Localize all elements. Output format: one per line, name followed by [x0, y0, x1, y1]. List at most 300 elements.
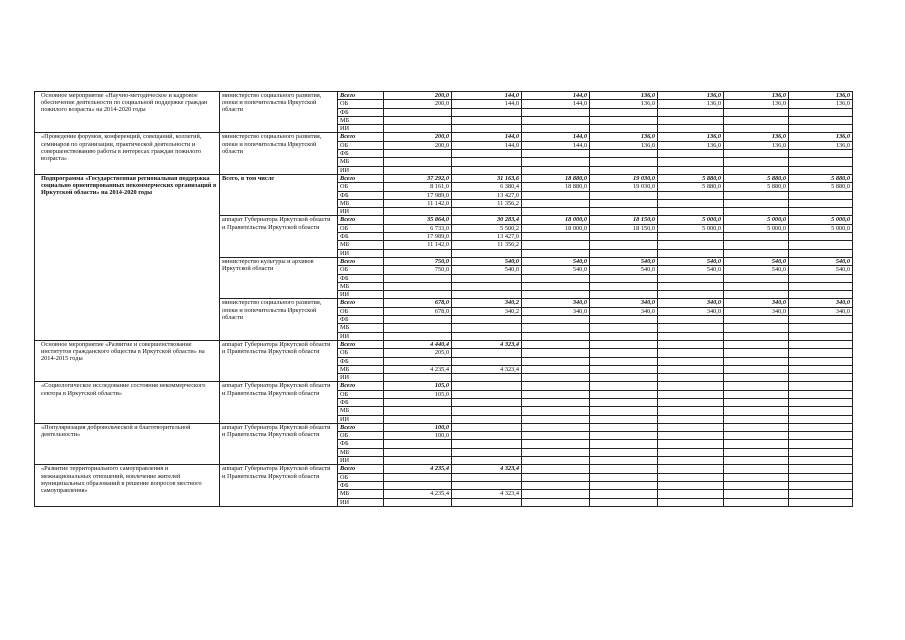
- amount-cell: [789, 316, 853, 324]
- amount-cell: [724, 199, 789, 207]
- funding-source-cell: ФБ: [338, 274, 384, 282]
- amount-cell: 18 880,0: [522, 174, 590, 182]
- amount-cell: 18 000,0: [522, 224, 590, 232]
- amount-cell: [789, 481, 853, 489]
- amount-cell: 540,0: [658, 257, 724, 265]
- executor-cell: аппарат Губернатора Иркутской области и Правительства Иркутской области: [220, 423, 338, 464]
- funding-source-cell: Всего: [338, 340, 384, 348]
- amount-cell: 340,0: [789, 299, 853, 307]
- amount-cell: [658, 340, 724, 348]
- amount-cell: [522, 365, 590, 373]
- funding-source-cell: ФБ: [338, 481, 384, 489]
- amount-cell: 540,0: [590, 266, 658, 274]
- amount-cell: 5 880,0: [658, 174, 724, 182]
- amount-cell: [452, 457, 522, 465]
- funding-source-cell: ИИ: [338, 332, 384, 340]
- amount-cell: 5 000,0: [658, 216, 724, 224]
- amount-cell: [452, 324, 522, 332]
- amount-cell: [384, 473, 452, 481]
- amount-cell: [724, 432, 789, 440]
- amount-cell: [522, 432, 590, 440]
- amount-cell: [590, 382, 658, 390]
- funding-source-cell: ФБ: [338, 398, 384, 406]
- amount-cell: [452, 332, 522, 340]
- amount-cell: 144,0: [522, 133, 590, 141]
- amount-cell: [724, 125, 789, 133]
- amount-cell: [724, 208, 789, 216]
- amount-cell: 35 864,0: [384, 216, 452, 224]
- amount-cell: [724, 423, 789, 431]
- amount-cell: [724, 241, 789, 249]
- amount-cell: [658, 349, 724, 357]
- amount-cell: [724, 457, 789, 465]
- amount-cell: [522, 282, 590, 290]
- funding-source-cell: Всего: [338, 299, 384, 307]
- amount-cell: [789, 199, 853, 207]
- amount-cell: [724, 282, 789, 290]
- amount-cell: 136,0: [658, 92, 724, 100]
- funding-source-cell: МБ: [338, 407, 384, 415]
- amount-cell: [658, 199, 724, 207]
- budget-table: [34, 91, 853, 507]
- amount-cell: [724, 274, 789, 282]
- funding-source-cell: Всего: [338, 465, 384, 473]
- amount-cell: [789, 390, 853, 398]
- funding-source-cell: ФБ: [338, 108, 384, 116]
- amount-cell: [789, 191, 853, 199]
- amount-cell: [590, 374, 658, 382]
- amount-cell: [724, 349, 789, 357]
- amount-cell: 136,0: [658, 100, 724, 108]
- amount-cell: [522, 390, 590, 398]
- funding-source-cell: ОБ: [338, 349, 384, 357]
- amount-cell: [452, 423, 522, 431]
- amount-cell: [658, 407, 724, 415]
- amount-cell: [522, 457, 590, 465]
- funding-source-cell: МБ: [338, 116, 384, 124]
- executor-cell: министерство социального развития, опеки и попечительства Иркутской области: [220, 133, 338, 174]
- amount-cell: [590, 490, 658, 498]
- amount-cell: [452, 282, 522, 290]
- amount-cell: 4 235,4: [384, 465, 452, 473]
- funding-source-cell: МБ: [338, 158, 384, 166]
- amount-cell: [724, 332, 789, 340]
- amount-cell: [384, 457, 452, 465]
- amount-cell: [590, 349, 658, 357]
- amount-cell: 5 880,0: [789, 174, 853, 182]
- amount-cell: [724, 473, 789, 481]
- amount-cell: [724, 382, 789, 390]
- amount-cell: [724, 365, 789, 373]
- amount-cell: 205,0: [384, 349, 452, 357]
- amount-cell: [658, 473, 724, 481]
- amount-cell: [658, 457, 724, 465]
- amount-cell: 340,0: [658, 307, 724, 315]
- amount-cell: [384, 166, 452, 174]
- amount-cell: 5 880,0: [658, 183, 724, 191]
- amount-cell: [590, 191, 658, 199]
- amount-cell: [724, 407, 789, 415]
- amount-cell: [658, 116, 724, 124]
- amount-cell: 136,0: [789, 133, 853, 141]
- amount-cell: [384, 116, 452, 124]
- amount-cell: 136,0: [724, 92, 789, 100]
- funding-source-cell: ОБ: [338, 432, 384, 440]
- amount-cell: [384, 249, 452, 257]
- amount-cell: 136,0: [789, 92, 853, 100]
- amount-cell: 540,0: [789, 257, 853, 265]
- amount-cell: [724, 498, 789, 506]
- amount-cell: 340,0: [522, 307, 590, 315]
- amount-cell: [590, 340, 658, 348]
- amount-cell: [658, 324, 724, 332]
- amount-cell: [658, 365, 724, 373]
- amount-cell: [789, 498, 853, 506]
- amount-cell: [658, 208, 724, 216]
- amount-cell: 5 000,0: [789, 216, 853, 224]
- funding-source-cell: ИИ: [338, 498, 384, 506]
- amount-cell: [452, 382, 522, 390]
- amount-cell: [658, 282, 724, 290]
- amount-cell: 11 142,0: [384, 199, 452, 207]
- amount-cell: 31 163,6: [452, 174, 522, 182]
- amount-cell: [522, 481, 590, 489]
- amount-cell: [452, 481, 522, 489]
- amount-cell: [590, 332, 658, 340]
- amount-cell: [658, 125, 724, 133]
- amount-cell: 340,0: [590, 307, 658, 315]
- budget-table-body: [35, 92, 853, 507]
- program-name-cell: Основное мероприятие «Научно-методическое и кадровое обеспечение деятельности по социальной поддержке граждан пожилого возраста» на 2014-2020 годы: [35, 92, 220, 133]
- amount-cell: [522, 374, 590, 382]
- program-name-cell: «Проведение форумов, конференций, совещаний, коллегий, семинаров по организации, практической деятельности и совершенствованию работы в интересах граждан пожилого возраста»: [35, 133, 220, 174]
- amount-cell: [658, 108, 724, 116]
- amount-cell: [789, 374, 853, 382]
- amount-cell: 540,0: [724, 257, 789, 265]
- amount-cell: 136,0: [590, 100, 658, 108]
- amount-cell: 4 323,4: [452, 465, 522, 473]
- amount-cell: 11 142,0: [384, 241, 452, 249]
- amount-cell: [590, 432, 658, 440]
- amount-cell: [724, 150, 789, 158]
- amount-cell: 19 030,0: [590, 174, 658, 182]
- budget-table-page: [34, 91, 852, 507]
- amount-cell: [384, 440, 452, 448]
- amount-cell: 17 989,0: [384, 233, 452, 241]
- funding-source-cell: Всего: [338, 382, 384, 390]
- amount-cell: [384, 415, 452, 423]
- amount-cell: 19 030,0: [590, 183, 658, 191]
- funding-source-cell: ИИ: [338, 291, 384, 299]
- funding-source-cell: МБ: [338, 490, 384, 498]
- amount-cell: [590, 390, 658, 398]
- amount-cell: [590, 158, 658, 166]
- amount-cell: [658, 382, 724, 390]
- amount-cell: [522, 349, 590, 357]
- amount-cell: [384, 374, 452, 382]
- amount-cell: [452, 274, 522, 282]
- funding-source-cell: ФБ: [338, 440, 384, 448]
- amount-cell: 18 150,0: [590, 216, 658, 224]
- funding-source-cell: МБ: [338, 324, 384, 332]
- amount-cell: [724, 291, 789, 299]
- amount-cell: [590, 473, 658, 481]
- amount-cell: 540,0: [789, 266, 853, 274]
- amount-cell: [789, 282, 853, 290]
- amount-cell: [724, 108, 789, 116]
- amount-cell: [522, 233, 590, 241]
- amount-cell: [522, 490, 590, 498]
- amount-cell: [452, 357, 522, 365]
- amount-cell: [658, 440, 724, 448]
- amount-cell: [724, 249, 789, 257]
- amount-cell: [658, 158, 724, 166]
- amount-cell: [658, 316, 724, 324]
- amount-cell: [522, 199, 590, 207]
- amount-cell: [590, 150, 658, 158]
- amount-cell: [384, 158, 452, 166]
- amount-cell: [724, 316, 789, 324]
- funding-source-cell: ОБ: [338, 183, 384, 191]
- funding-source-cell: ФБ: [338, 316, 384, 324]
- amount-cell: [452, 125, 522, 133]
- funding-source-cell: ИИ: [338, 125, 384, 133]
- amount-cell: 5 000,0: [789, 224, 853, 232]
- amount-cell: [789, 448, 853, 456]
- executor-cell: министерство культуры и архивов Иркутской области: [220, 257, 338, 298]
- amount-cell: [658, 490, 724, 498]
- amount-cell: [384, 150, 452, 158]
- amount-cell: [590, 249, 658, 257]
- amount-cell: [724, 415, 789, 423]
- amount-cell: [590, 208, 658, 216]
- amount-cell: [658, 390, 724, 398]
- amount-cell: [658, 233, 724, 241]
- amount-cell: [522, 274, 590, 282]
- amount-cell: [658, 332, 724, 340]
- funding-source-cell: ОБ: [338, 390, 384, 398]
- amount-cell: 100,0: [384, 423, 452, 431]
- program-name-cell: Подпрограмма «Государственная региональная поддержка социально ориентированных некоммерческих организаций в Иркутской области» на 2014-2020 годы: [35, 174, 220, 340]
- amount-cell: [658, 432, 724, 440]
- funding-source-cell: ОБ: [338, 266, 384, 274]
- amount-cell: [724, 191, 789, 199]
- amount-cell: [590, 465, 658, 473]
- amount-cell: [522, 166, 590, 174]
- amount-cell: [522, 316, 590, 324]
- amount-cell: [724, 448, 789, 456]
- amount-cell: 144,0: [452, 92, 522, 100]
- amount-cell: [658, 191, 724, 199]
- amount-cell: [658, 481, 724, 489]
- amount-cell: 6 380,4: [452, 183, 522, 191]
- table-row: [35, 423, 853, 431]
- amount-cell: 4 235,4: [384, 490, 452, 498]
- amount-cell: [724, 398, 789, 406]
- amount-cell: 5 500,2: [452, 224, 522, 232]
- amount-cell: [590, 282, 658, 290]
- amount-cell: 340,0: [590, 299, 658, 307]
- amount-cell: [522, 208, 590, 216]
- amount-cell: 540,0: [452, 266, 522, 274]
- amount-cell: [522, 398, 590, 406]
- funding-source-cell: МБ: [338, 282, 384, 290]
- amount-cell: 136,0: [724, 133, 789, 141]
- amount-cell: 136,0: [590, 133, 658, 141]
- amount-cell: [522, 158, 590, 166]
- executor-cell: министерство социального развития, опеки и попечительства Иркутской области: [220, 92, 338, 133]
- amount-cell: 136,0: [590, 92, 658, 100]
- amount-cell: [724, 158, 789, 166]
- amount-cell: [384, 481, 452, 489]
- amount-cell: 540,0: [452, 257, 522, 265]
- amount-cell: [522, 382, 590, 390]
- amount-cell: 144,0: [522, 92, 590, 100]
- amount-cell: [590, 407, 658, 415]
- amount-cell: [789, 382, 853, 390]
- amount-cell: 144,0: [452, 133, 522, 141]
- amount-cell: [522, 423, 590, 431]
- amount-cell: [384, 498, 452, 506]
- amount-cell: 4 235,4: [384, 365, 452, 373]
- amount-cell: [590, 357, 658, 365]
- amount-cell: [590, 481, 658, 489]
- amount-cell: [522, 150, 590, 158]
- amount-cell: 13 427,0: [452, 191, 522, 199]
- amount-cell: 136,0: [724, 141, 789, 149]
- amount-cell: [724, 166, 789, 174]
- amount-cell: [452, 349, 522, 357]
- amount-cell: 136,0: [658, 133, 724, 141]
- amount-cell: [522, 415, 590, 423]
- amount-cell: [452, 108, 522, 116]
- funding-source-cell: МБ: [338, 365, 384, 373]
- amount-cell: [590, 316, 658, 324]
- amount-cell: [658, 357, 724, 365]
- amount-cell: 136,0: [789, 141, 853, 149]
- amount-cell: [452, 432, 522, 440]
- amount-cell: [590, 498, 658, 506]
- amount-cell: [789, 150, 853, 158]
- amount-cell: [452, 150, 522, 158]
- amount-cell: 200,0: [384, 141, 452, 149]
- amount-cell: [658, 415, 724, 423]
- amount-cell: [724, 233, 789, 241]
- amount-cell: 200,0: [384, 92, 452, 100]
- amount-cell: [789, 415, 853, 423]
- funding-source-cell: Всего: [338, 133, 384, 141]
- amount-cell: [789, 241, 853, 249]
- amount-cell: [789, 332, 853, 340]
- amount-cell: [590, 457, 658, 465]
- executor-cell: аппарат Губернатора Иркутской области и Правительства Иркутской области: [220, 465, 338, 506]
- table-row: [35, 382, 853, 390]
- amount-cell: [522, 116, 590, 124]
- amount-cell: 540,0: [522, 257, 590, 265]
- amount-cell: 5 000,0: [658, 224, 724, 232]
- amount-cell: [384, 407, 452, 415]
- amount-cell: [789, 465, 853, 473]
- amount-cell: 340,2: [452, 307, 522, 315]
- amount-cell: 340,0: [658, 299, 724, 307]
- table-row: [35, 174, 853, 182]
- amount-cell: [658, 274, 724, 282]
- funding-source-cell: Всего: [338, 257, 384, 265]
- amount-cell: 13 427,0: [452, 233, 522, 241]
- program-name-cell: «Развитие территориального самоуправления и межнациональных отношений, вовлечение жителей муниципальных образований в решение вопросов местного самоуправления»: [35, 465, 220, 506]
- amount-cell: [590, 199, 658, 207]
- amount-cell: [658, 448, 724, 456]
- executor-cell: аппарат Губернатора Иркутской области и Правительства Иркутской области: [220, 382, 338, 423]
- amount-cell: 540,0: [590, 257, 658, 265]
- amount-cell: [522, 448, 590, 456]
- amount-cell: [452, 415, 522, 423]
- amount-cell: 37 292,0: [384, 174, 452, 182]
- amount-cell: 4 323,4: [452, 490, 522, 498]
- amount-cell: [789, 324, 853, 332]
- amount-cell: [452, 473, 522, 481]
- amount-cell: [522, 407, 590, 415]
- amount-cell: [724, 390, 789, 398]
- funding-source-cell: ИИ: [338, 166, 384, 174]
- amount-cell: 340,0: [724, 299, 789, 307]
- amount-cell: [789, 349, 853, 357]
- amount-cell: 200,0: [384, 100, 452, 108]
- amount-cell: [789, 365, 853, 373]
- funding-source-cell: ОБ: [338, 141, 384, 149]
- amount-cell: [789, 357, 853, 365]
- amount-cell: [452, 116, 522, 124]
- amount-cell: [724, 324, 789, 332]
- amount-cell: [452, 249, 522, 257]
- funding-source-cell: ИИ: [338, 457, 384, 465]
- program-name-cell: «Социологическое исследование состояния некоммерческого сектора в Иркутской области»: [35, 382, 220, 423]
- amount-cell: [658, 166, 724, 174]
- amount-cell: [789, 432, 853, 440]
- amount-cell: 5 880,0: [724, 174, 789, 182]
- funding-source-cell: ОБ: [338, 224, 384, 232]
- table-row: [35, 133, 853, 141]
- program-name-cell: Основное мероприятие «Развитие и совершенствование институтов гражданского общества в Иркутской области» на 2014-2015 годы: [35, 340, 220, 381]
- amount-cell: [789, 249, 853, 257]
- amount-cell: [384, 324, 452, 332]
- amount-cell: [384, 274, 452, 282]
- amount-cell: [384, 291, 452, 299]
- amount-cell: [658, 465, 724, 473]
- funding-source-cell: Всего: [338, 174, 384, 182]
- amount-cell: [724, 116, 789, 124]
- amount-cell: [452, 448, 522, 456]
- executor-cell: аппарат Губернатора Иркутской области и Правительства Иркутской области: [220, 216, 338, 257]
- funding-source-cell: Всего: [338, 423, 384, 431]
- amount-cell: 4 323,4: [452, 365, 522, 373]
- amount-cell: [658, 498, 724, 506]
- amount-cell: [590, 291, 658, 299]
- program-name-cell: «Популяризация добровольческой и благотворительной деятельности»: [35, 423, 220, 464]
- amount-cell: [590, 125, 658, 133]
- amount-cell: [590, 365, 658, 373]
- amount-cell: [590, 166, 658, 174]
- amount-cell: [384, 448, 452, 456]
- amount-cell: 144,0: [452, 141, 522, 149]
- amount-cell: [658, 150, 724, 158]
- funding-source-cell: ФБ: [338, 150, 384, 158]
- table-row: [35, 340, 853, 348]
- amount-cell: 4 440,4: [384, 340, 452, 348]
- amount-cell: [452, 291, 522, 299]
- funding-source-cell: ОБ: [338, 307, 384, 315]
- amount-cell: [522, 324, 590, 332]
